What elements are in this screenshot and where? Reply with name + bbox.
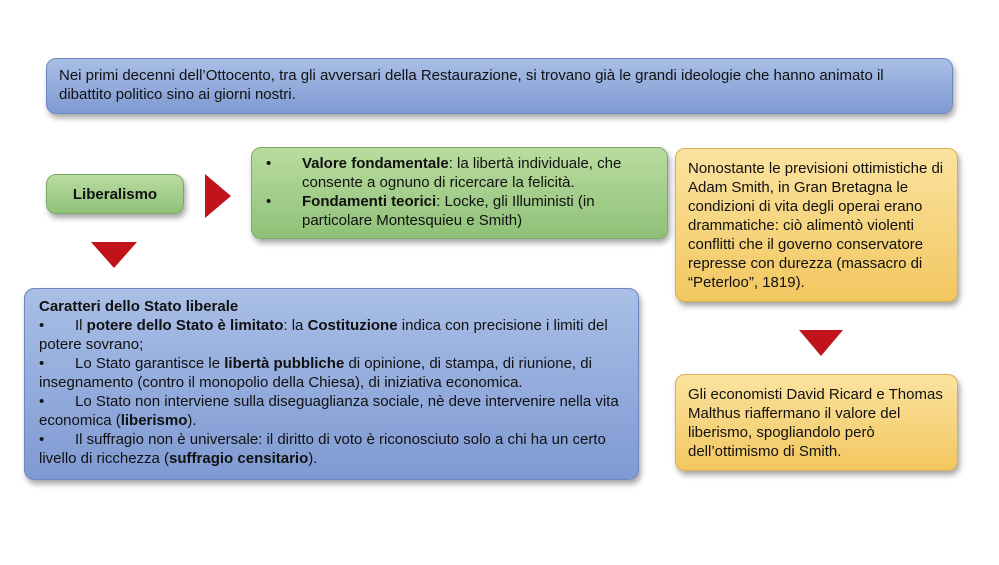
list-item xyxy=(39,354,624,392)
adam-smith-box xyxy=(675,148,958,302)
economists-box xyxy=(675,374,958,471)
intro-text: Nei primi decenni dell’Ottocento, tra gli avversari della Restaurazione, si trovano già le grandi ideologie che hanno animato il dibattito politico sino ai giorni nostri. xyxy=(59,67,884,103)
item-text: indica con precisione i limiti del potere sovrano; xyxy=(39,317,608,353)
bullet: • xyxy=(39,431,45,448)
list-item xyxy=(39,316,624,354)
bullet: • xyxy=(266,155,272,172)
bullet: • xyxy=(39,393,45,410)
values-box xyxy=(251,147,668,239)
item-text: Lo Stato non interviene sulla diseguaglianza sociale, nè deve intervenire nella vita economica ( xyxy=(39,393,619,429)
economists-text: Gli economisti David Ricard e Thomas Malthus riaffermano il valore del liberismo, spogliandolo però dell’ottimismo di Smith. xyxy=(688,386,943,460)
item-emphasis: Costituzione xyxy=(307,317,398,334)
item-text: Il suffragio non è universale: il diritto di voto è riconosciuto solo a chi ha un certo livello di ricchezza ( xyxy=(39,431,606,467)
list-item-text xyxy=(302,192,657,230)
item-text: ). xyxy=(187,412,197,429)
list-item-text xyxy=(302,154,657,192)
arrow-down-icon xyxy=(799,330,843,356)
item-heading: Fondamenti teorici xyxy=(302,193,437,210)
item-text: : la libertà individuale, che consente a ognuno di ricercare la felicità. xyxy=(302,155,622,191)
characters-title: Caratteri dello Stato liberale xyxy=(39,298,239,315)
item-text: Il xyxy=(75,317,87,334)
list-item xyxy=(266,192,657,230)
adam-smith-text: Nonostante le previsioni ottimistiche di Adam Smith, in Gran Bretagna le condizioni di vita degli operai erano drammatiche: ciò alimentò violenti conflitti che il governo conservatore represse con durezza (massacro di “Peterloo”, 1819). xyxy=(688,160,944,291)
bullet: • xyxy=(39,317,45,334)
item-emphasis: liberismo xyxy=(120,412,188,429)
intro-box xyxy=(46,58,953,114)
item-text: ). xyxy=(308,450,318,467)
list-item xyxy=(266,154,657,192)
item-text: : la xyxy=(283,317,308,334)
arrow-right-icon xyxy=(205,174,231,218)
characters-box xyxy=(24,288,639,480)
list-item xyxy=(39,392,624,430)
arrow-down-icon xyxy=(91,242,137,268)
item-heading: Valore fondamentale xyxy=(302,155,449,172)
item-emphasis: libertà pubbliche xyxy=(224,355,345,372)
item-emphasis: suffragio censitario xyxy=(169,450,309,467)
item-text: Lo Stato garantisce le xyxy=(75,355,225,372)
bullet: • xyxy=(39,355,45,372)
item-emphasis: potere dello Stato è limitato xyxy=(86,317,284,334)
bullet: • xyxy=(266,193,272,210)
liberalismo-box xyxy=(46,174,184,214)
list-item xyxy=(39,430,624,468)
item-text: di opinione, di stampa, di riunione, di insegnamento (contro il monopolio della Chiesa), di iniziativa economica. xyxy=(39,355,592,391)
item-text: : Locke, gli Illuministi (in particolare Montesquieu e Smith) xyxy=(302,193,595,229)
liberalismo-label: Liberalismo xyxy=(72,185,158,203)
